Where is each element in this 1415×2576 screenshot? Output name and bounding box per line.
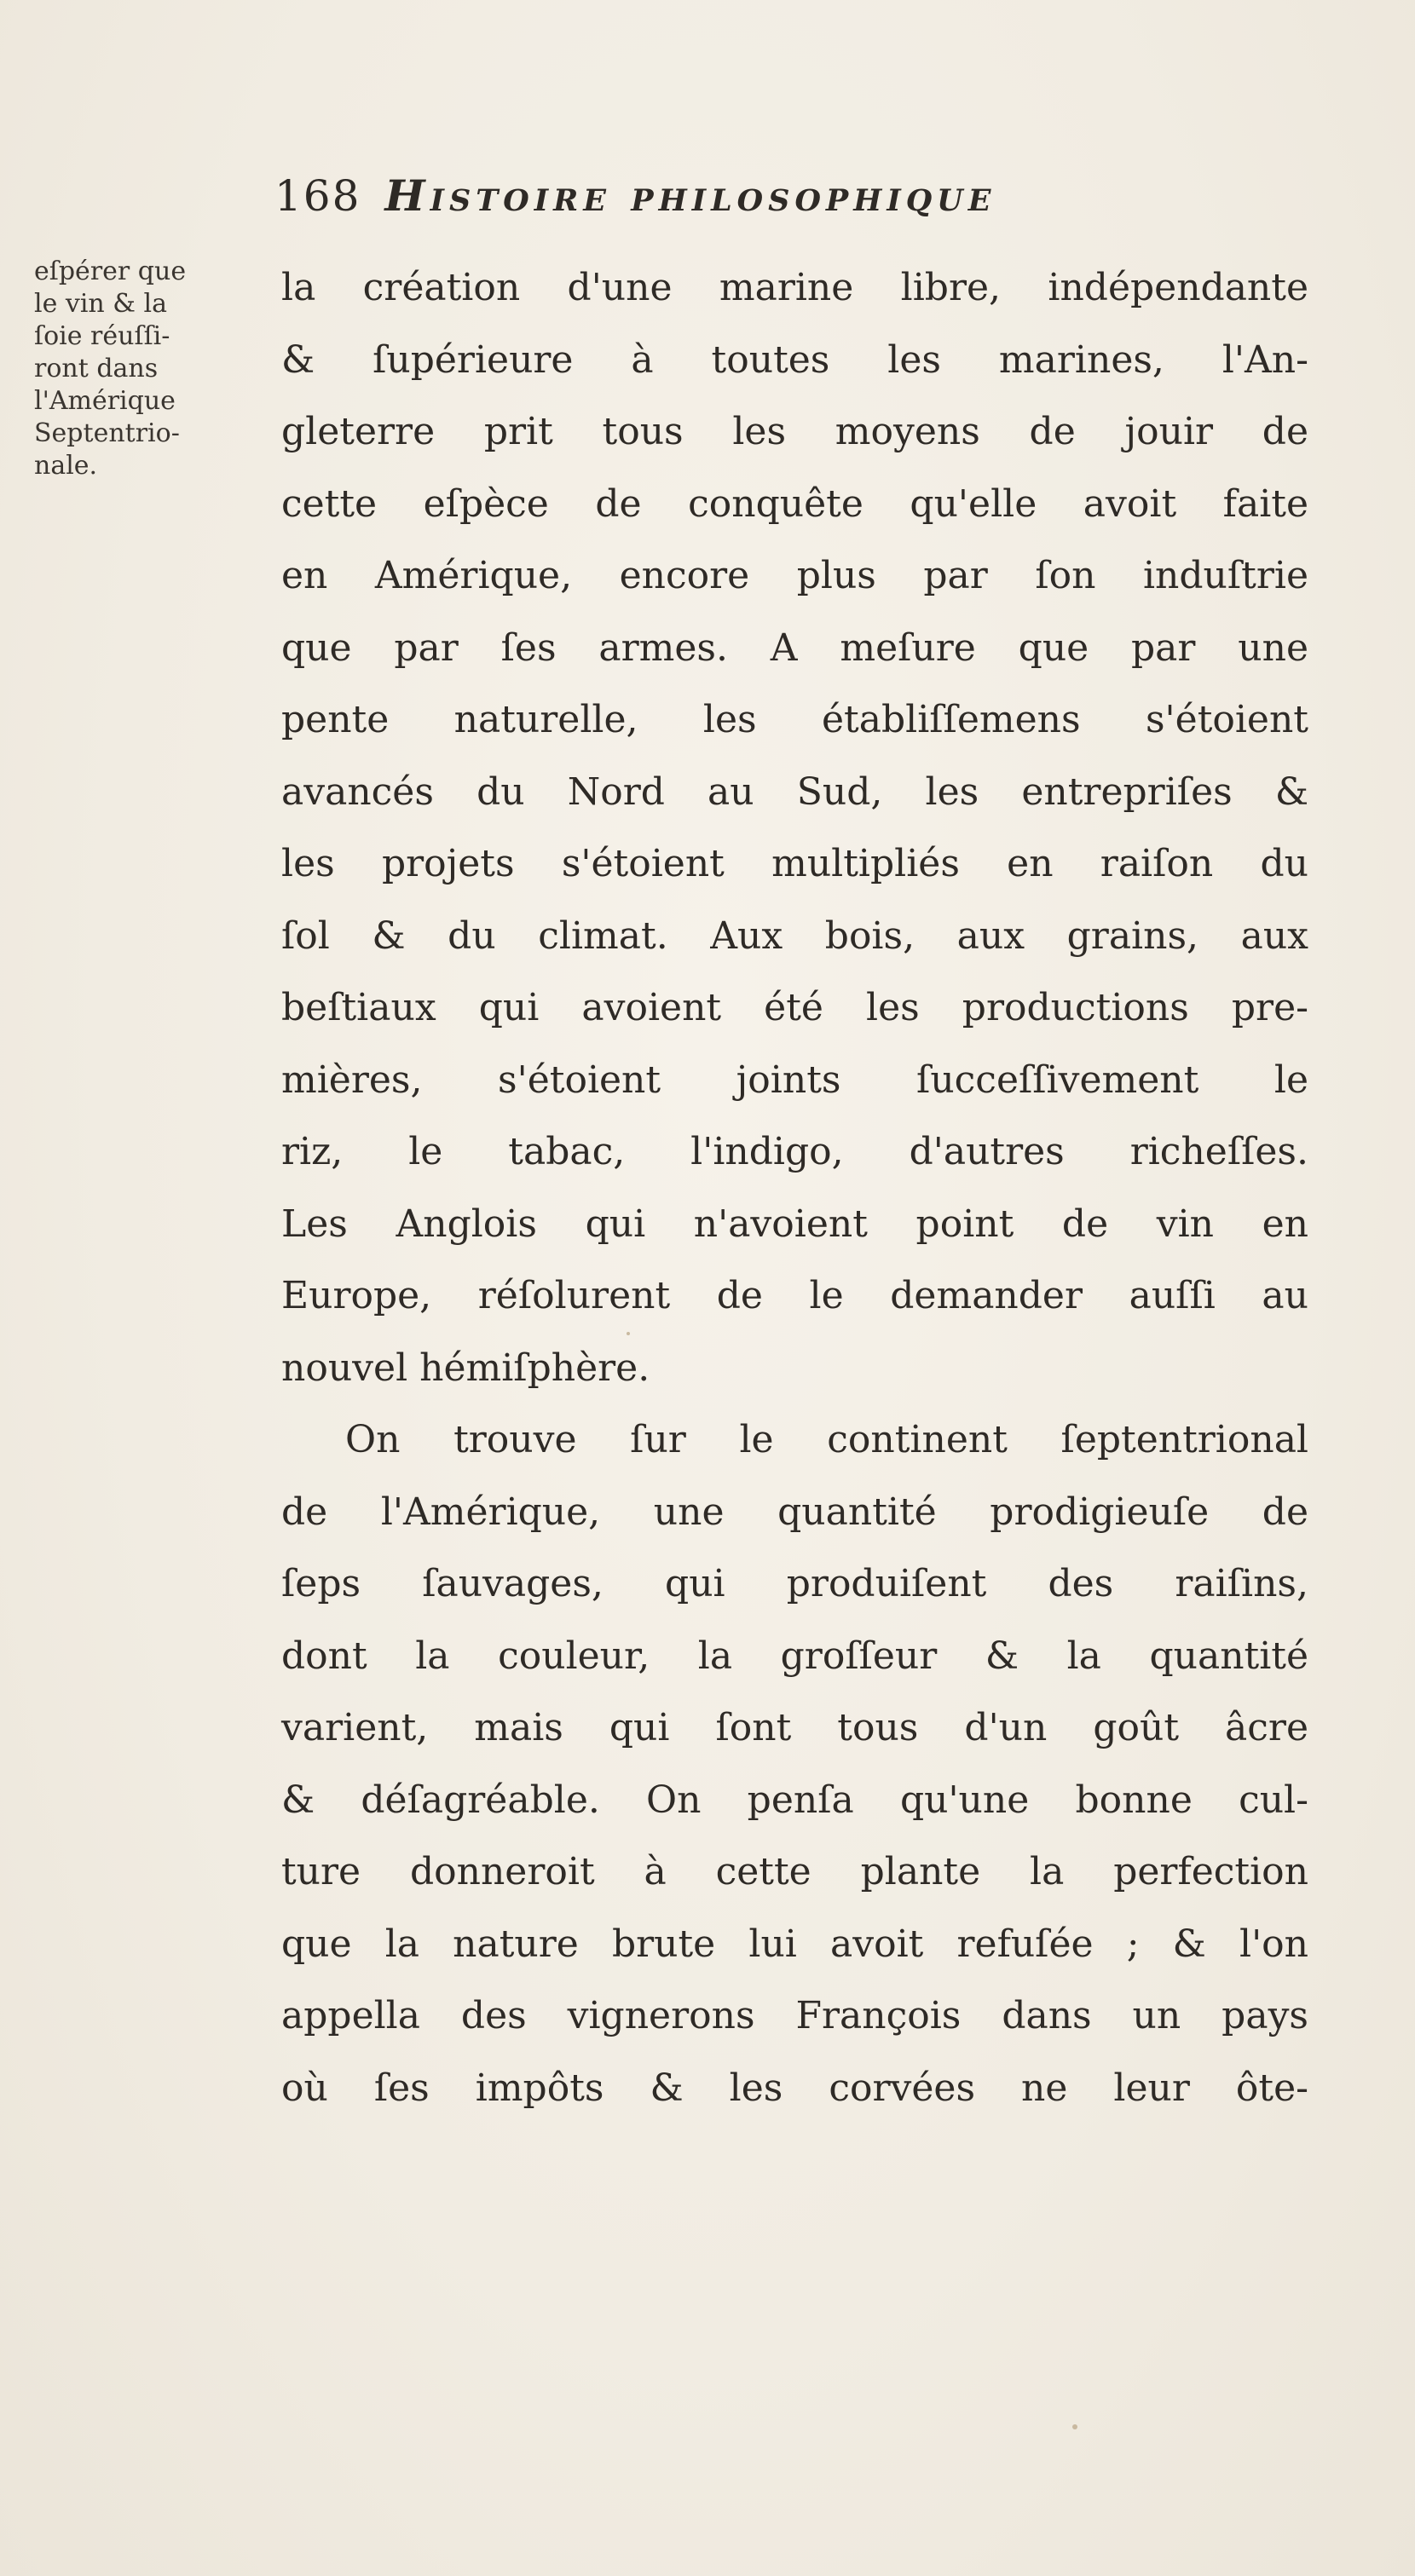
text-line: que la nature brute lui avoit refuſée ; & l'on <box>281 1922 1308 1966</box>
margin-note-line: le vin & la <box>34 289 168 319</box>
paper-speck <box>1072 2424 1077 2429</box>
margin-note-line: eſpérer que <box>34 256 187 286</box>
text-line: ſol & du climat. Aux bois, aux grains, aux <box>281 913 1308 958</box>
paragraph-2 <box>281 1404 1308 2124</box>
text-line: que par ſes armes. A meſure que par une <box>281 625 1308 670</box>
body-text <box>281 252 1308 2124</box>
text-line: dont la couleur, la groſſeur & la quantité <box>281 1634 1308 1678</box>
text-line: varient, mais qui ſont tous d'un goût âcre <box>281 1706 1308 1749</box>
margin-note-line: Septentrio- <box>34 418 180 448</box>
text-line: beſtiaux qui avoient été les productions pre- <box>281 986 1308 1029</box>
text-line: les projets s'étoient multipliés en raiſon du <box>281 842 1308 885</box>
text-line: Les Anglois qui n'avoient point de vin en <box>281 1202 1308 1246</box>
text-line: On trouve ſur le continent ſeptentrional <box>345 1418 1308 1461</box>
page-number: 168 <box>274 171 361 221</box>
text-line: cette eſpèce de conquête qu'elle avoit faite <box>281 481 1308 526</box>
paper-speck <box>627 1332 630 1335</box>
margin-note-line: nale. <box>34 451 98 481</box>
text-line: Europe, réſolurent de le demander auſſi au <box>281 1274 1308 1317</box>
text-line: riz, le tabac, l'indigo, d'autres richeſſes. <box>281 1130 1308 1173</box>
text-line: gleterre prit tous les moyens de jouir de <box>281 410 1308 453</box>
paragraph-1 <box>281 252 1308 1404</box>
margin-note-line: l'Amérique <box>34 386 176 416</box>
running-head <box>274 170 996 221</box>
text-line: pente naturelle, les établiſſemens s'étoient <box>281 698 1308 741</box>
text-line: ſeps ſauvages, qui produiſent des raiſins, <box>281 1562 1308 1605</box>
text-line: la création d'une marine libre, indépendante <box>281 266 1308 309</box>
text-line: où ſes impôts & les corvées ne leur ôte- <box>281 2066 1308 2110</box>
text-line: & ſupérieure à toutes les marines, l'An- <box>281 337 1308 382</box>
text-line: nouvel hémiſphère. <box>281 1346 650 1390</box>
running-title: Histoire philosophique <box>384 170 996 221</box>
text-line: appella des vignerons François dans un pays <box>281 1994 1308 2037</box>
text-line: mières, s'étoient joints ſucceſſivement le <box>281 1057 1308 1102</box>
text-line: avancés du Nord au Sud, les entrepriſes & <box>281 769 1308 814</box>
text-line: & déſagréable. On penſa qu'une bonne cul- <box>281 1778 1308 1822</box>
text-line: ture donneroit à cette plante la perfection <box>281 1850 1308 1893</box>
text-line: en Amérique, encore plus par ſon induſtrie <box>281 554 1308 597</box>
margin-note <box>34 256 264 482</box>
text-line: de l'Amérique, une quantité prodigieuſe de <box>281 1490 1308 1534</box>
margin-note-line: ront dans <box>34 354 159 383</box>
margin-note-line: ſoie réuſſi- <box>34 321 170 351</box>
